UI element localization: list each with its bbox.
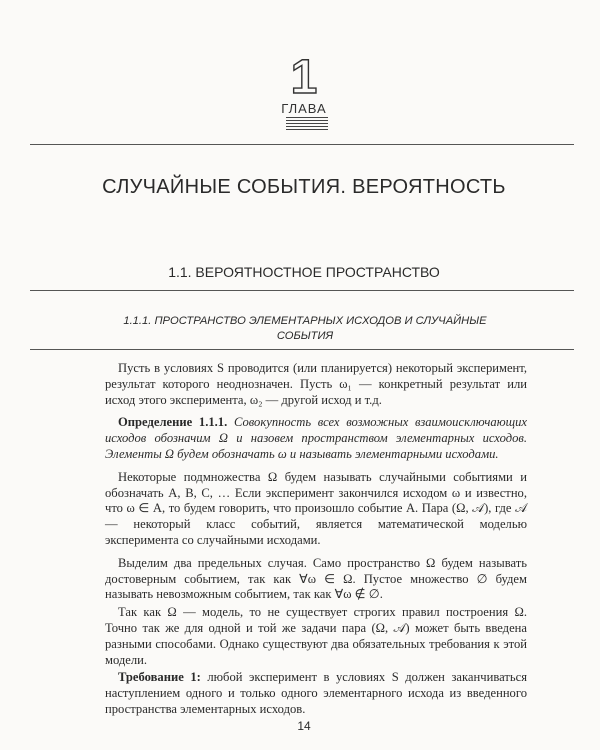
subsection-title: 1.1.1. ПРОСТРАНСТВО ЭЛЕМЕНТАРНЫХ ИСХОДОВ И СЛУЧАЙНЫЕ СОБЫТИЯ — [123, 315, 487, 342]
section-title: 1.1. ВЕРОЯТНОСТНОЕ ПРОСТРАНСТВО — [168, 264, 440, 280]
subsection-divider — [30, 349, 574, 350]
definition-paragraph — [105, 415, 527, 462]
chapter-label: ГЛАВА — [281, 101, 327, 116]
body-text — [105, 361, 527, 725]
chapter-title: СЛУЧАЙНЫЕ СОБЫТИЯ. ВЕРОЯТНОСТЬ — [102, 176, 506, 198]
paragraph-limit-cases: Выделим два предельных случая. Само пространство Ω будем называть достоверным событием, так как ∀ω ∈ Ω. Пустое множество ∅ будем называть невозможным событием, так как ∀ω ∉ ∅. — [105, 555, 527, 602]
requirement-paragraph — [105, 670, 527, 717]
paragraph-model: Так как Ω — модель, то не существует строгих правил построения Ω. Точно так же для одной и той же задачи пара (Ω, 𝒜) может быть введена разными способами. Однако существуют два обязательных требования к этой модели. — [105, 605, 527, 667]
requirement-label: Требование 1: — [118, 670, 201, 685]
section-divider — [30, 290, 574, 291]
chapter-decoration-rules — [286, 117, 328, 132]
requirement-text: любой эксперимент в условиях S должен заканчиваться наступлением одного и только одного элементарного исхода из введенного пространства элементарных исходов. — [105, 670, 528, 716]
header-divider — [30, 144, 574, 145]
chapter-number: 1 — [290, 51, 318, 104]
paragraph-events: Некоторые подмножества Ω будем называть случайными событиями и обозначать A, B, C, … Если эксперимент закончился исходом ω и известно, что ω ∈ A, то будем говорить, что произошло событие A. Пара (Ω, 𝒜), где 𝒜 — некоторый класс событий, является математической моделью эксперимента со случайными исходами. — [105, 469, 527, 547]
definition-label: Определение 1.1.1. — [118, 415, 228, 430]
paragraph-intro: Пусть в условиях S проводится (или планируется) некоторый эксперимент, результат которого неоднозначен. Пусть ω₁ — конкретный результат или исход этого эксперимента, ω₂ — другой исход и т.д. — [105, 361, 527, 407]
definition-text: Совокупность всех возможных взаимоисключающих исходов обозначим Ω и назовем пространством элементарных исходов. Элементы Ω будем обозначать ω и называть элементарными исходами. — [105, 415, 527, 461]
page-number: 14 — [297, 719, 311, 733]
